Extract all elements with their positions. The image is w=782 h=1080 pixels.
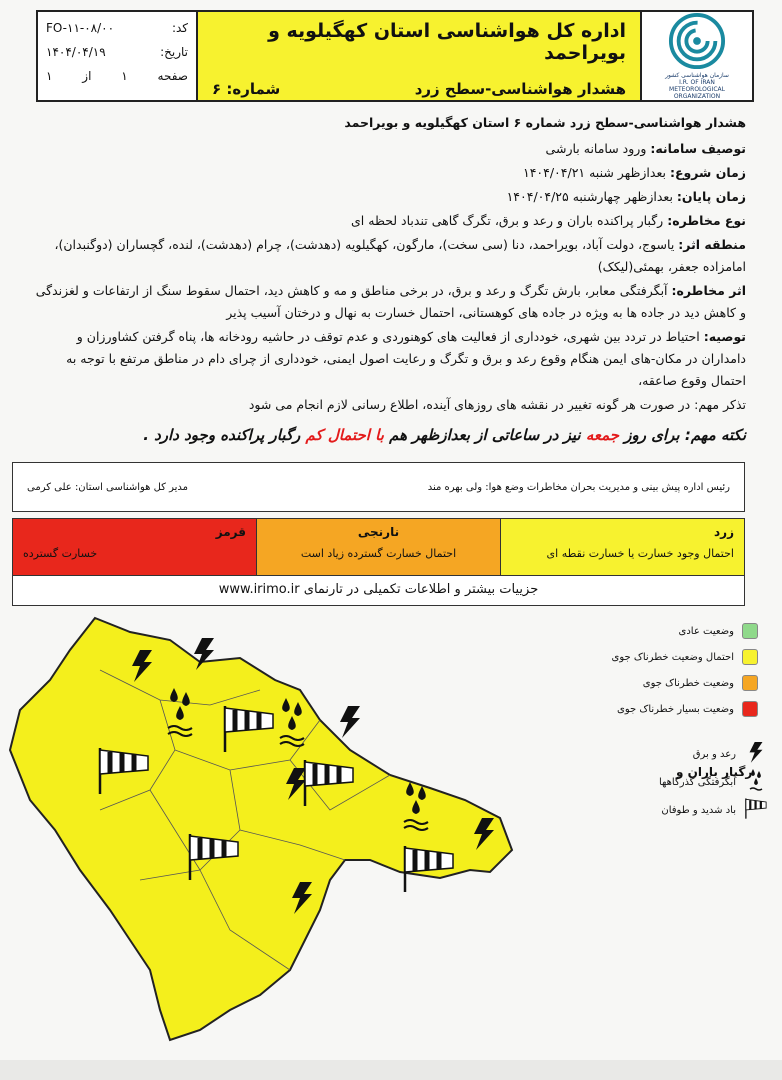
logo-fa-text: سازمان هواشناسی کشور xyxy=(665,72,729,79)
level-orange: نارنجی احتمال خسارت گسترده زیاد است xyxy=(256,519,500,575)
level-red: قرمز خسارت گسترده xyxy=(13,519,256,575)
area-line: منطقه اثر: یاسوج، دولت آباد، بویراحمد، دنا (سی سخت)، مارگون، کهگیلویه (دهدشت)، چرام (دهدشت)، لنده، گچساران (دوگنبدان)، امامزاده جعفر، بهمئی(لیکک) xyxy=(54,237,746,274)
spiral-logo-icon xyxy=(667,12,727,70)
page-label: صفحه xyxy=(157,69,188,83)
warning-body xyxy=(34,112,746,418)
page-of: از xyxy=(82,69,92,83)
header-title-block xyxy=(198,12,642,100)
system-line: توصیف سامانه: ورود سامانه بارشی xyxy=(545,141,746,156)
effect-line: اثر مخاطره: آبگرفتگی معابر، بارش تگرگ و رعد و برق، در برخی مناطق و مه و کاهش دید، احتمال سقوط سنگ از ارتفاعات و لغزندگی و کاهش دید در جاده ها به ویژه در جاده های کوهستانی، احتمال خسارت به نهال و درختان آسیب پذیر xyxy=(35,283,746,320)
document-meta xyxy=(38,12,198,100)
more-info-url[interactable]: www.irimo.ir xyxy=(218,582,300,597)
logo-en-text-1: I.R. OF IRAN xyxy=(679,79,715,86)
legend-item: احتمال وضعیت خطرناک جوی xyxy=(548,644,758,670)
warning-levels-table xyxy=(12,518,745,576)
end-line: زمان پایان: بعدازظهر چهارشنبه ۱۴۰۴/۰۴/۲۵ xyxy=(506,189,746,204)
irimo-logo xyxy=(642,12,752,100)
note-low-probability: با احتمال کم xyxy=(305,426,384,444)
lightning-icon xyxy=(340,706,360,738)
start-line: زمان شروع: بعدازظهر شنبه ۱۴۰۴/۰۴/۲۱ xyxy=(522,165,746,180)
office-title: اداره کل هواشناسی استان کهگیلویه و بویراحمد xyxy=(268,20,626,64)
document-header xyxy=(36,10,754,102)
legend-swatch-orange xyxy=(742,675,758,691)
icon-legend-item: رعد و برق xyxy=(548,740,768,768)
legend-swatch-green xyxy=(742,623,758,639)
hazard-line: نوع مخاطره: رگبار پراکنده باران و رعد و برق، تگرگ گاهی تندباد لحظه ای xyxy=(351,213,746,228)
date-value: ۱۴۰۴/۰۴/۱۹ xyxy=(46,45,106,59)
icon-legend-item: آبگرفتگی گذرگاهها xyxy=(548,768,768,796)
legend-swatch-red xyxy=(742,701,758,717)
legend-item: وضعیت عادی xyxy=(548,618,758,644)
code-value: FO-۱۱-۰۸/۰۰ xyxy=(46,21,115,35)
legend-swatch-yellow xyxy=(742,649,758,665)
signatures-box xyxy=(12,462,745,512)
level-yellow: زرد احتمال وجود خسارت یا خسارت نقطه ای xyxy=(500,519,744,575)
legend-item: وضعیت خطرناک جوی xyxy=(548,670,758,696)
important-note: نکته مهم: برای روز جمعه نیز در ساعاتی از بعدازظهر هم با احتمال کم رگبار پراکنده وجود دارد . xyxy=(143,426,746,444)
lightning-icon xyxy=(748,742,764,764)
province-map xyxy=(0,610,540,1060)
director-signature: مدیر کل هواشناسی استان: علی کرمی xyxy=(27,481,189,493)
advice-line: توصیه: احتیاط در تردد بین شهری، خودداری از فعالیت های کوهنوردی و عدم توقف در حاشیه رودخانه ها، پناه گرفتن کشاورزان و دامداران در مکان-های ایمن هنگام وقوع رعد و برق و تگرگ و رعایت اصول ایمنی، خودداری از چرای دام در مناطق مرتفع با توجه به احتمال وقوع صاعقه، xyxy=(66,329,746,388)
windsock-icon xyxy=(745,797,767,821)
note-friday: جمعه xyxy=(585,426,620,444)
logo-en-text-2: METEOROLOGICAL xyxy=(669,86,725,93)
page-total: ۱ xyxy=(46,69,53,83)
icon-legend xyxy=(548,740,768,824)
important-line: تذکر مهم: در صورت هر گونه تغییر در نقشه های روزهای آینده، اطلاع رسانی لازم انجام می شود xyxy=(248,397,746,412)
date-label: تاریخ: xyxy=(160,45,188,59)
bottom-strip xyxy=(0,1060,782,1080)
code-label: کد: xyxy=(171,21,188,35)
legend-item: وضعیت بسیار خطرناک جوی xyxy=(548,696,758,722)
status-legend xyxy=(548,618,758,722)
warning-number: شماره: ۶ xyxy=(212,80,281,98)
page-value: ۱ xyxy=(121,69,128,83)
warning-lead: هشدار هواشناسی-سطح زرد شماره ۶ استان کهگیلویه و بویراحمد xyxy=(344,115,746,130)
more-info-text: جزییات بیشتر و اطلاعات تکمیلی در تارنمای xyxy=(303,582,539,597)
province-shape xyxy=(10,618,512,1040)
forecast-head-signature: رئیس اداره پیش بینی و مدیریت بحران مخاطرات وضع هوا: ولی بهره مند xyxy=(427,481,730,493)
rain-legend-label: رگبار باران و xyxy=(676,765,753,779)
icon-legend-item: باد شدید و طوفان xyxy=(548,796,768,824)
logo-en-text-3: ORGANIZATION xyxy=(673,93,721,100)
warning-level-title: هشدار هواشناسی-سطح زرد xyxy=(414,80,626,98)
windsock-icon xyxy=(405,846,453,892)
more-info-bar xyxy=(12,576,745,606)
